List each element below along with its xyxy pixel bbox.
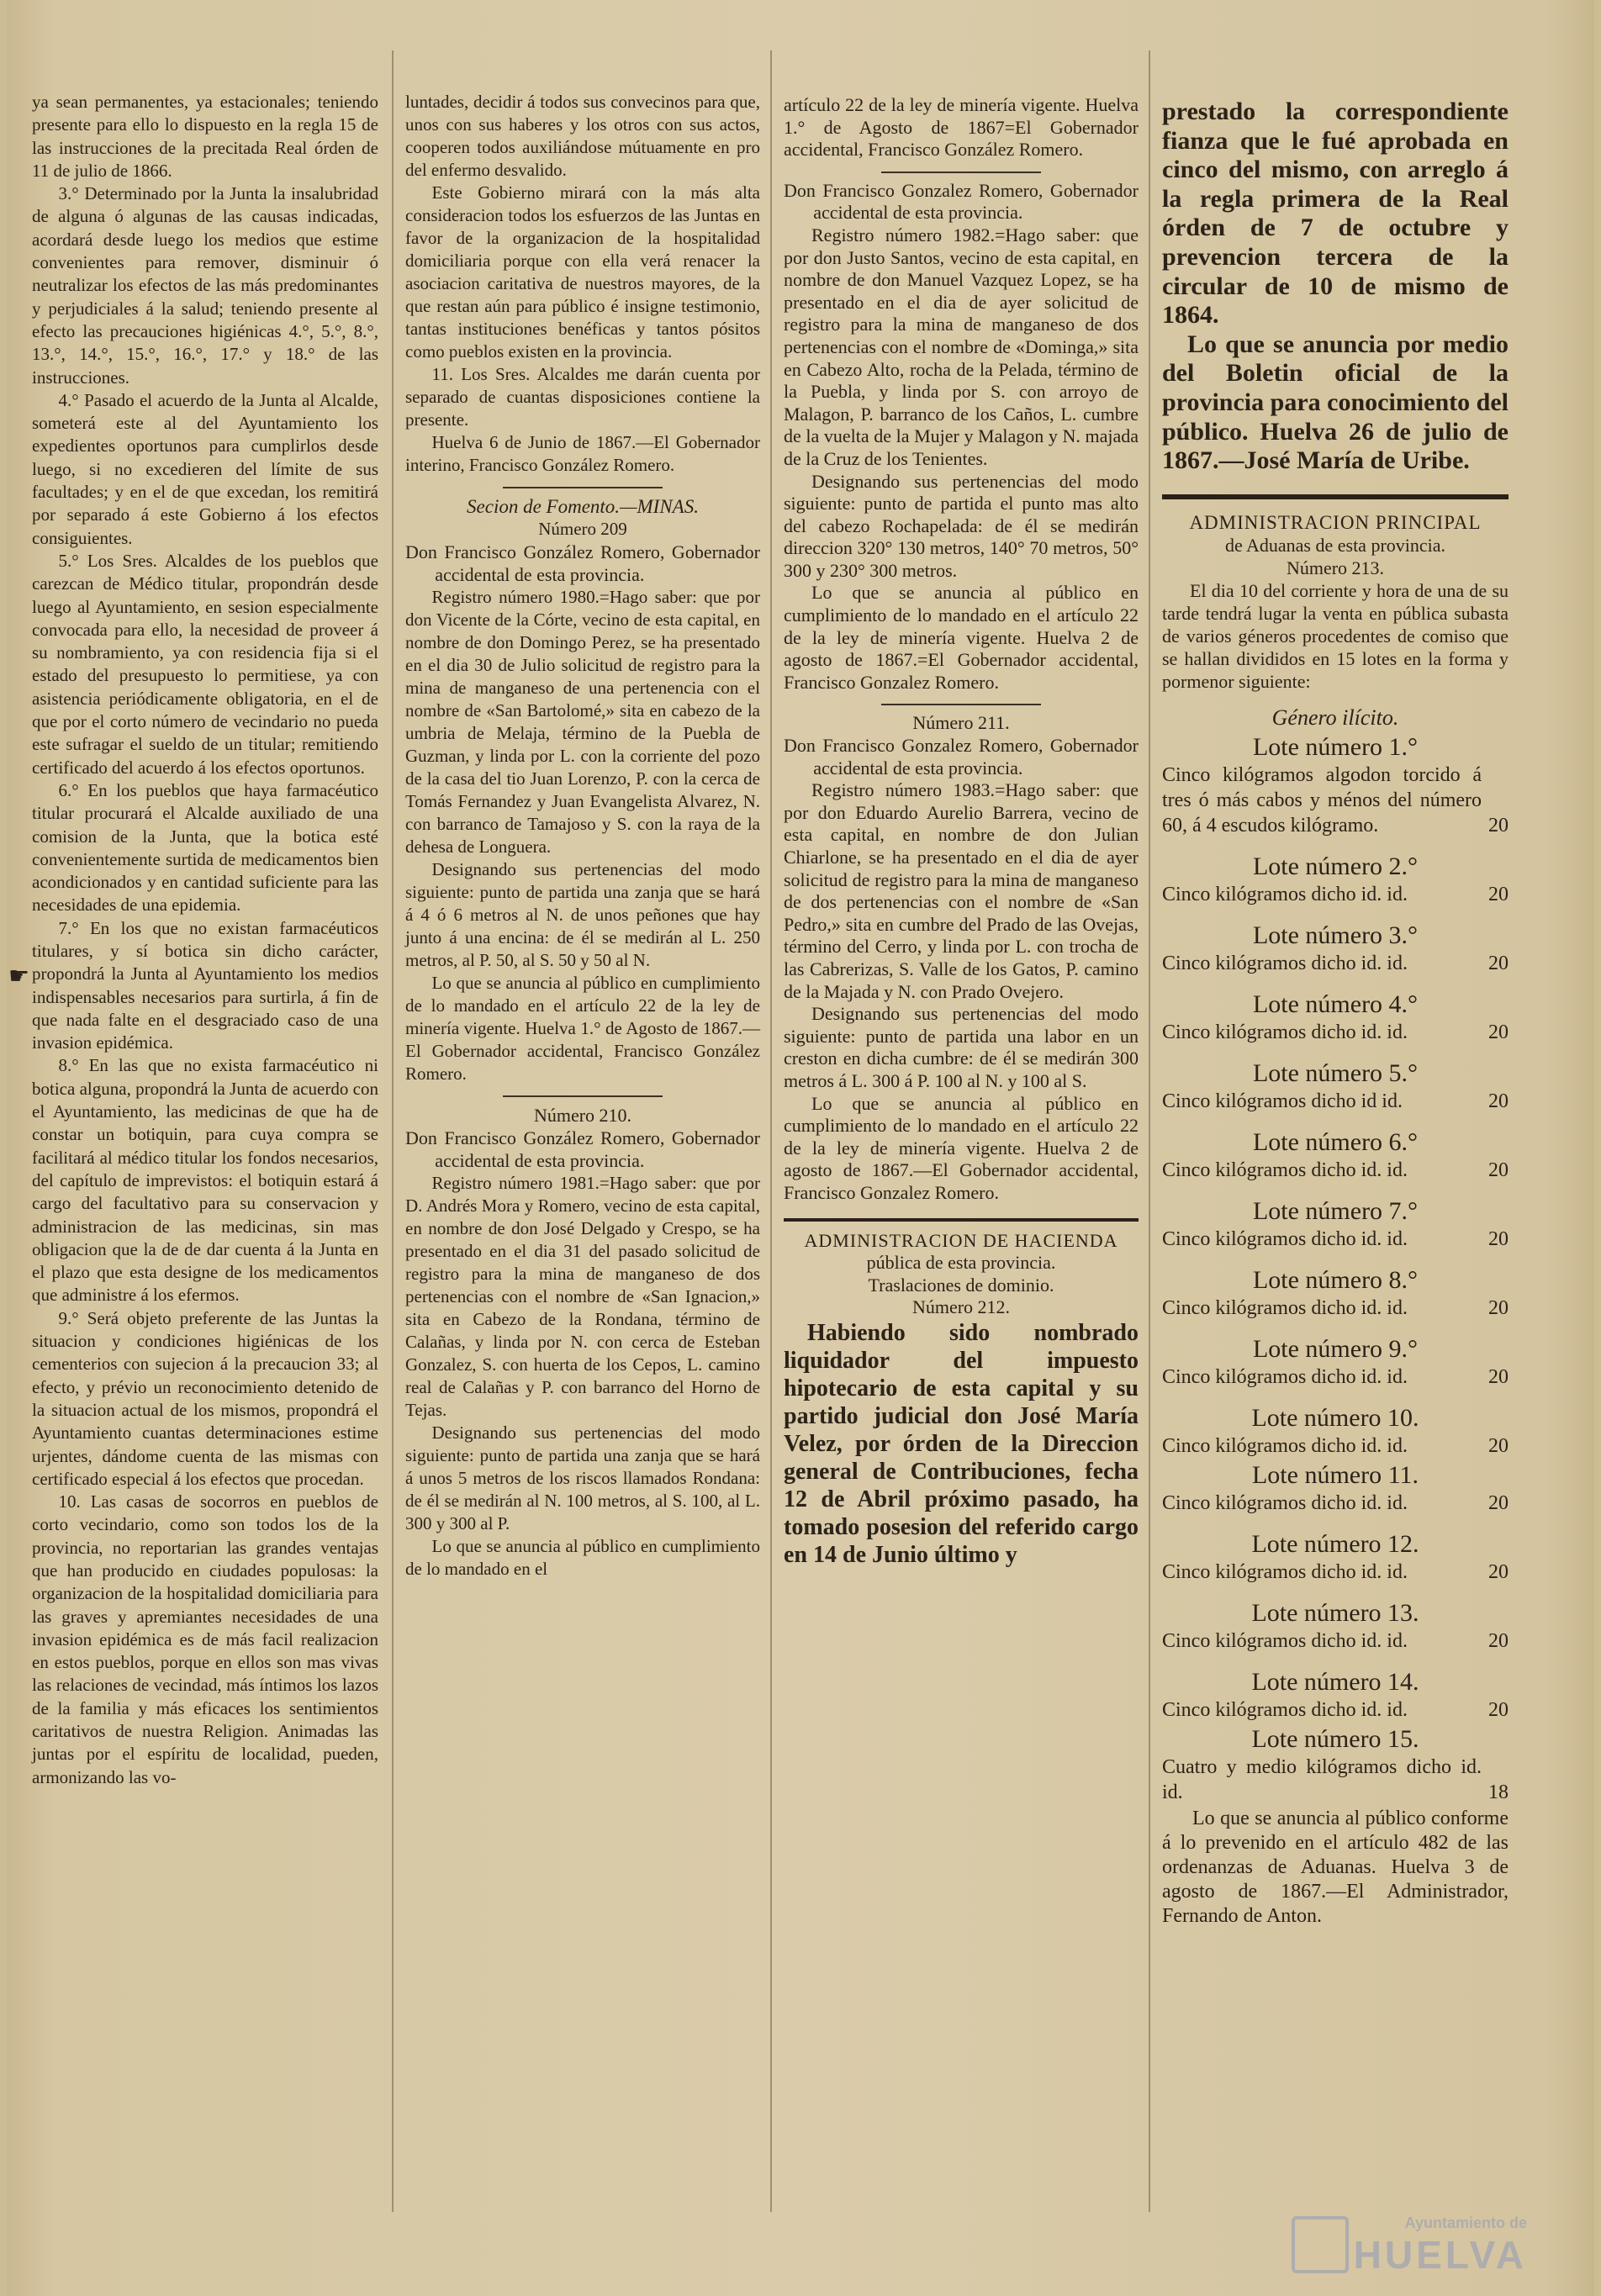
paragraph: Lo que se anuncia al público en cumplimiento de lo mandado en el artículo 22 de la ley de minería vigente. Huelva 2 de agosto de 1867.—El Gobernador accidental, Francisco Gonzalez Romero. [784, 1092, 1139, 1203]
paragraph: Registro número 1982.=Hago saber: que por don Justo Santos, vecino de esta capital, en nombre de don Manuel Vazquez Lopez, se ha presentado en el dia de ayer solicitud de registro para la mina de manganeso de dos pertenencias con el nombre de «Dominga,» sita en Cabezo Alto, rocha de la Pelada, término de la Puebla, y linda por S. con arroyo de Malagon, P. barranco de los Caños, L. cumbre de la vuelta de la Mujer y Malagon y N. majada de la Cruz de los Tenientes. [784, 224, 1139, 469]
paragraph: Lo que se anuncia por medio del Boletin oficial de la provincia para conocimiento del público. Huelva 26 de julio de 1867.—José María de Uribe. [1162, 330, 1509, 475]
section-title: Secion de Fomento.—MINAS. [467, 496, 699, 517]
notice-header: Don Francisco González Romero, Gobernador accidental de esta provincia. [405, 541, 760, 585]
section-rule [503, 1095, 663, 1097]
lot-value: 20 [1488, 1090, 1509, 1112]
lot-value: 20 [1488, 1159, 1509, 1181]
lot-description: Cinco kilógramos dicho id. id. [1162, 952, 1408, 974]
paragraph: 8.° En las que no exista farmacéutico ni botica alguna, propondrá la Junta de acuerdo con el Ayuntamiento, las medicinas de que ha de constar un botiquin, para cuya compra se facilitará al médico titular los fondos necesarios, del capítulo de imprevistos: el botiquin estará á cargo del facultativo para su conservacion y administracion de las medicinas, sin mas obligacion que la de de dar cuenta á la Junta en el plazo que esta designe de los medicamentos que administre á los efermos. [32, 1055, 378, 1306]
lot-description: Cinco kilógramos dicho id. id. [1162, 1434, 1408, 1457]
paragraph: Lo que se anuncia al público conforme á lo prevenido en el artículo 482 de las ordenanzas de Aduanas. Huelva 3 de agosto de 1867.—El Administrador, Fernando de Anton. [1162, 1807, 1509, 1927]
lot-description-row [1162, 1020, 1509, 1045]
lot-item [1162, 1724, 1509, 1805]
paragraph: Registro número 1980.=Hago saber: que por don Vicente de la Córte, vecino de esta capital, en nombre de don Domingo Perez, se ha presentado en el dia 30 de Julio solicitud de registro para la mina de manganeso de una pertenencia con el nombre de «San Bartolomé,» sita en cabezo de la umbria de Melaja, término de la Puebla de Guzman, y linda por L. con la corriente del pozo de la casa del tio Juan Lorenzo, P. con la cerca de Tomás Fernandez y Juan Evangelista Alvarez, N. con barranco de Tamajoso y S. con la raya de la dehesa de Longuera. [405, 587, 760, 857]
column-divider [1149, 50, 1150, 2212]
lot-item [1162, 1058, 1509, 1114]
lot-description-row [1162, 882, 1509, 907]
paragraph: Este Gobierno mirará con la más alta consideracion todos los esfuerzos de las Juntas en favor de la organizacion de la hospitalidad domiciliaria porque con ella verá renacer la asociacion caritativa de nuestros mayores, de la que restan aún para público é insigne testimonio, tantas instituciones benéficas y tantos pósitos como pueblos existen en la provincia. [405, 182, 760, 362]
lot-description: Cuatro y medio kilógramos dicho id. id. [1162, 1755, 1482, 1803]
lot-value: 20 [1488, 1698, 1509, 1721]
paragraph: Lo que se anuncia al público en cumplimiento de lo mandado en el artículo 22 de la ley de minería vigente. Huelva 1.° de Agosto de 1867.—El Gobernador accidental, Francisco González Romero. [405, 973, 760, 1084]
lot-item [1162, 1127, 1509, 1183]
column-3 [784, 94, 1139, 1569]
paragraph: Registro número 1983.=Hago saber: que por don Eduardo Aurelio Barrera, vecino de esta capital, en nombre de don Julian Chiarlone, se ha presentado en el dia de ayer solicitud de registro para la mina de manganeso de dos pertenencias con el nombre de «San Pedro,» sita en cumbre del Prado de las Ovejas, término del Cerro, y linda por L. con trocha de las Cabrerizas, S. Valle de los Gatos, P. camino de la Majada y N. con Prado Ovejero. [784, 779, 1139, 1002]
lot-description: Cinco kilógramos dicho id. id. [1162, 1629, 1408, 1652]
watermark [1354, 2214, 1527, 2278]
paragraph: Designando sus pertenencias del modo siguiente: punto de partida una zanja que se hará á unos 5 metros de los riscos llamados Rondana: de él se medirán al N. 100 metros, al S. 100, al L. 300 y 300 al P. [405, 1422, 760, 1533]
lot-description: Cinco kilógramos dicho id. id. [1162, 883, 1408, 905]
lot-description: Cinco kilógramos dicho id. id. [1162, 1365, 1408, 1388]
section-subtitle: de Aduanas de esta provincia. [1224, 534, 1446, 556]
lot-value: 20 [1488, 1021, 1509, 1043]
column-4 [1162, 98, 1509, 1929]
lot-value: 20 [1488, 1365, 1509, 1388]
lot-list [1162, 732, 1509, 1805]
section-subtitle: pública de esta provincia. [866, 1252, 1056, 1274]
column-1 [32, 91, 378, 1789]
notice-number: Número 211. [912, 712, 1010, 734]
lot-value: 20 [1488, 1434, 1509, 1457]
signature-line: Huelva 6 de Junio de 1867.—El Gobernador interino, Francisco González Romero. [405, 432, 760, 475]
lot-heading: Lote número 7.° [1252, 1196, 1419, 1225]
lot-description-row [1162, 1755, 1509, 1805]
paragraph: 3.° Determinado por la Junta la insalubridad de alguna ó algunas de las causas indicadas, acordará desde luego los medios que estime convenientes para remover, disminuir ó neutralizar los efectos de las más predominantes y perjudiciales á la salud; teniendo presente al efecto las precauciones higiénicas 4.°, 5.°, 8.°, 13.°, 14.°, 15.°, 16.°, 17.° y 18.° de las instrucciones. [32, 183, 378, 388]
lot-item [1162, 1529, 1509, 1585]
lot-item [1162, 1265, 1509, 1321]
watermark-top: Ayuntamiento de [1404, 2214, 1527, 2231]
lot-item [1162, 1334, 1509, 1390]
section-rule [503, 487, 663, 488]
lot-heading: Lote número 14. [1251, 1667, 1419, 1696]
lot-value: 20 [1488, 1629, 1509, 1652]
lot-heading: Lote número 9.° [1252, 1334, 1419, 1363]
section-rule-thick [784, 1218, 1139, 1222]
lot-item [1162, 852, 1509, 907]
lot-description: Cinco kilógramos dicho id. id. [1162, 1227, 1408, 1250]
section-rule-thick [1162, 494, 1509, 499]
section-rule [881, 704, 1041, 705]
lot-heading: Lote número 6.° [1252, 1127, 1419, 1156]
paragraph: 11. Los Sres. Alcaldes me darán cuenta por separado de cuantas disposiciones contiene la presente. [405, 364, 760, 430]
paragraph: Habiendo sido nombrado liquidador del impuesto hipotecario de esta capital y su partido judicial don José María Velez, por órden de la Direccion general de Contribuciones, fecha 12 de Abril próximo pasado, ha tomado posesion del referido cargo en 14 de Junio último y [784, 1319, 1139, 1568]
notice-header: Don Francisco Gonzalez Romero, Gobernador accidental de esta provincia. [784, 179, 1139, 224]
paragraph: Lo que se anuncia al público en cumplimiento de lo mandado en el [405, 1536, 760, 1579]
column-2 [405, 91, 760, 1581]
lot-heading: Lote número 13. [1251, 1598, 1419, 1627]
lot-description: Cinco kilógramos dicho id. id. [1162, 1021, 1408, 1043]
notice-header: Don Francisco González Romero, Gobernador accidental de esta provincia. [405, 1127, 760, 1171]
paragraph: Lo que se anuncia al público en cumplimiento de lo mandado en el artículo 22 de la ley de minería vigente. Huelva 2 de agosto de 1867.=El Gobernador accidental, Francisco Gonzalez Romero. [784, 582, 1139, 693]
lot-description-row [1162, 1364, 1509, 1390]
margin-pointer-mark: ☛ [8, 963, 30, 990]
lot-description: Cinco kilógramos dicho id. id. [1162, 1159, 1408, 1181]
paragraph: 7.° En los que no existan farmacéuticos titulares, y sí botica sin dicho carácter, propondrá la Junta al Ayuntamiento los medios indispensables necesarios para surtirla, á fin de que nada falte en el desgraciado caso de una invasion epidémica. [32, 917, 378, 1053]
lot-description: Cinco kilógramos algodon torcido á tres ó más cabos y ménos del número 60, á 4 escudos kilógramo. [1162, 763, 1482, 837]
paragraph: 4.° Pasado el acuerdo de la Junta al Alcalde, someterá este al del Ayuntamiento los expedientes oportunos para cumplirlos desde luego, si no excedieren del límite de sus facultades; y en el de que excedan, los remitirá por separado á este Gobierno á los efectos consiguientes. [32, 389, 378, 548]
lot-value: 20 [1488, 952, 1509, 974]
lot-description-row [1162, 1491, 1509, 1516]
paragraph: Designando sus pertenencias del modo siguiente: punto de partida una zanja que se hará á 4 ó 6 metros al N. de unos peñones que hay junto á una encina: de él se medirán al L. 250 metros, al P. 50, al S. 50 y 50 al N. [405, 859, 760, 970]
column-divider [392, 50, 394, 2212]
paragraph: El dia 10 del corriente y hora de una de su tarde tendrá lugar la venta en pública subasta de varios géneros procedentes de comiso que se hallan divididos en 15 lotes en la forma y pormenor siguiente: [1162, 579, 1509, 692]
paragraph: Designando sus pertenencias del modo siguiente: punto de partida una labor en un creston en dicha cumbre: de él se medirán 300 metros á L. 300 á P. 100 al N. y 100 al S. [784, 1003, 1139, 1091]
subsection-title: Género ilícito. [1271, 705, 1399, 730]
lot-heading: Lote número 11. [1251, 1460, 1419, 1489]
lot-heading: Lote número 12. [1251, 1529, 1419, 1558]
lot-value: 20 [1488, 1227, 1509, 1250]
paragraph: 9.° Será objeto preferente de las Juntas la situacion y condiciones higiénicas de los cementerios con sujecion á la precaucion 33; al efecto, y prévio un reconocimiento detenido de la situacion actual de los mismos, propondrá el Ayuntamiento cuantas determinaciones estime urjentes, dándome cuenta de las mismas con certificado especial á los efectos que procedan. [32, 1307, 378, 1489]
lot-item [1162, 1196, 1509, 1252]
notice-number: Número 209 [538, 519, 627, 539]
lot-description: Cinco kilógramos dicho id id. [1162, 1090, 1403, 1112]
lot-description-row [1162, 1296, 1509, 1321]
lot-heading: Lote número 15. [1251, 1724, 1419, 1753]
lot-value: 20 [1488, 1560, 1509, 1583]
lot-heading: Lote número 10. [1251, 1403, 1419, 1432]
lot-description-row [1162, 1560, 1509, 1585]
lot-item [1162, 732, 1509, 838]
lot-heading: Lote número 2.° [1252, 852, 1419, 880]
column-divider [770, 50, 772, 2212]
paragraph: artículo 22 de la ley de minería vigente. Huelva 1.° de Agosto de 1867=El Gobernador accidental, Francisco González Romero. [784, 94, 1139, 161]
lot-item [1162, 921, 1509, 976]
paragraph: Designando sus pertenencias del modo siguiente: punto de partida el punto mas alto del cabezo Rochapelada: de él se medirán direccion 320° 130 metros, 140° 70 metros, 50° 300 y 230° 300 metros. [784, 470, 1139, 581]
lot-item [1162, 1667, 1509, 1723]
lot-description-row [1162, 1227, 1509, 1252]
paragraph: 10. Las casas de socorros en pueblos de corto vecindario, como son todos los de la provincia, no reportarian las grandes ventajas que han producido en ciudades populosas: la organizacion de la hospitalidad domiciliaria para las graves y apremiantes necesidades de una invasion epidémica es de más facil realizacion en estos pueblos, porque en ellos son mas vivas las relaciones de vecindad, más íntimos los lazos de la familia y más eficaces los sentimientos caritativos de nuestra Religion. Animadas las juntas por el espíritu de localidad, pueden, armonizando las vo- [32, 1491, 378, 1787]
lot-heading: Lote número 4.° [1252, 990, 1419, 1018]
paragraph: 6.° En los pueblos que haya farmacéutico titular procurará el Alcalde auxiliado de una comision de la Junta, que la botica esté convenientemente surtida de medicamentos bien acondicionados y en cantidad suficiente para las necesidades de una epidemia. [32, 779, 378, 916]
lot-value: 20 [1488, 1491, 1509, 1514]
notice-header: Don Francisco Gonzalez Romero, Gobernador accidental de esta provincia. [784, 735, 1139, 779]
paragraph: Registro número 1981.=Hago saber: que por D. Andrés Mora y Romero, vecino de esta capital, en nombre de don José Delgado y Crespo, se ha presentado en el dia 31 del pasado solicitud de registro para la mina de manganeso de dos pertenencias con el nombre de «San Ignacion,» sita en Cabezo de la Rondana, término de Calañas, y linda por N. con cerca de Esteban Gonzalez, S. con huerta de los Cepos, L. camino real de Calañas y P. con barranco del Horno de Tejas. [405, 1173, 760, 1420]
watermark-main: HUELVA [1353, 2233, 1527, 2277]
lot-value: 20 [1488, 814, 1509, 837]
lot-description-row [1162, 763, 1509, 838]
paragraph: prestado la correspondiente fianza que le fué aprobada en cinco del mismo, con arreglo á la regla primera de la Real órden de 7 de octubre y prevencion tercera de la circular de 10 de mismo de 1864. [1162, 98, 1509, 330]
lot-description-row [1162, 1433, 1509, 1459]
notice-number: Número 213. [1286, 557, 1385, 578]
lot-value: 18 [1488, 1781, 1509, 1803]
lot-item [1162, 990, 1509, 1045]
lot-heading: Lote número 3.° [1252, 921, 1419, 949]
paragraph: 5.° Los Sres. Alcaldes de los pueblos que carezcan de Médico titular, propondrán desde luego al Ayuntamiento, en sesion especialmente convocada para ello, la necesidad de proveer á su nombramiento, ya con residencia fija si el estado del presupuesto lo permitiese, ya con asistencia periódicamente obligatoria, en el de que por el corto número de vecindario no pueda este sufragar el sueldo de un titular; remitiendo certificado del acuerdo á los efectos oportunos. [32, 550, 378, 778]
notice-number: Número 212. [911, 1296, 1011, 1318]
lot-value: 20 [1488, 1296, 1509, 1319]
lot-description: Cinco kilógramos dicho id. id. [1162, 1560, 1408, 1583]
notice-number: Número 210. [533, 1105, 632, 1126]
lot-description: Cinco kilógramos dicho id. id. [1162, 1698, 1408, 1721]
lot-heading: Lote número 1.° [1252, 732, 1419, 761]
lot-description-row [1162, 1158, 1509, 1183]
lot-description-row [1162, 1628, 1509, 1654]
section-title: ADMINISTRACION DE HACIENDA [804, 1229, 1118, 1251]
lot-heading: Lote número 8.° [1252, 1265, 1419, 1294]
section-title: ADMINISTRACION PRINCIPAL [1189, 511, 1482, 533]
paragraph: luntades, decidir á todos sus convecinos para que, unos con sus haberes y los otros con sus actos, cooperen todos auxiliándose mútuamente en pro del enfermo desvalido. [405, 92, 760, 180]
lot-description-row [1162, 1697, 1509, 1723]
lot-heading: Lote número 5.° [1252, 1058, 1419, 1087]
lot-description-row [1162, 951, 1509, 976]
paragraph: ya sean permanentes, ya estacionales; teniendo presente para ello lo dispuesto en la regla 15 de las instrucciones de la precitada Real órden de 11 de julio de 1866. [32, 92, 378, 181]
city-crest-icon [1292, 2216, 1349, 2273]
lot-item [1162, 1403, 1509, 1459]
section-rule [881, 172, 1041, 173]
lot-description: Cinco kilógramos dicho id. id. [1162, 1491, 1408, 1514]
lot-value: 20 [1488, 883, 1509, 905]
newspaper-page [7, 0, 1594, 2296]
section-subtitle: Traslaciones de dominio. [868, 1274, 1054, 1296]
lot-description-row [1162, 1089, 1509, 1114]
lot-item [1162, 1460, 1509, 1516]
lot-description: Cinco kilógramos dicho id. id. [1162, 1296, 1408, 1319]
lot-item [1162, 1598, 1509, 1654]
